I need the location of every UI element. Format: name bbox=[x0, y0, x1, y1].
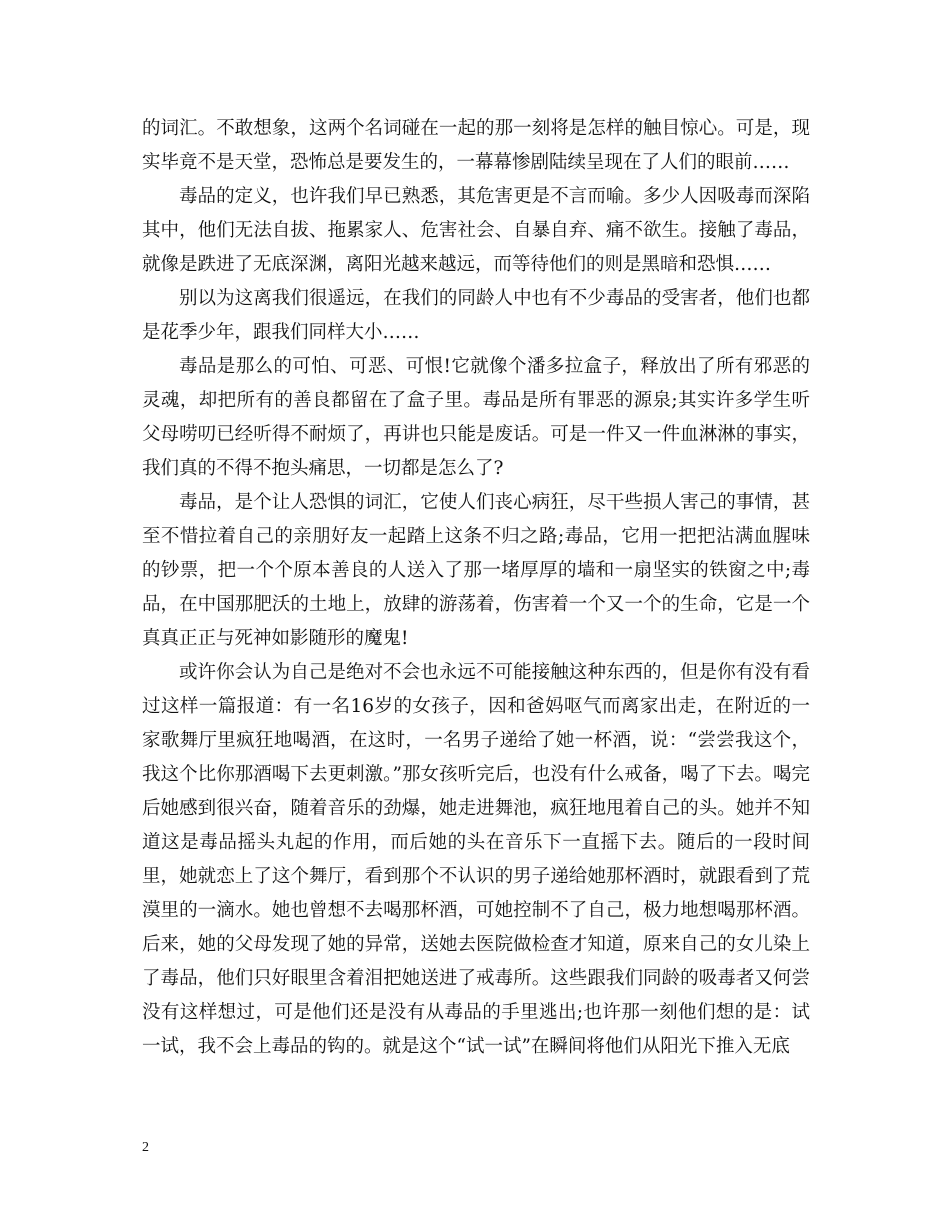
paragraph-peer-victims: 别以为这离我们很遥远，在我们的同龄人中也有不少毒品的受害者，他们也都是花季少年，跟我们同样大小…… bbox=[142, 288, 810, 343]
paragraph-pandora-box: 毒品是那么的可怕、可恶、可恨!它就像个潘多拉盒子，释放出了所有邪恶的灵魂，却把所有的善良都留在了盒子里。毒品是所有罪恶的源泉;其实许多学生听父母唠叨已经听得不耐烦了，再讲也只能是废话。可是一件又一件血淋淋的事实，我们真的不得不抱头痛思，一切都是怎么了? bbox=[142, 356, 810, 479]
paragraph-continuation: 的词汇。不敢想象，这两个名词碰在一起的那一刻将是怎样的触目惊心。可是，现实毕竟不是天堂，恐怖总是要发生的，一幕幕惨剧陆续呈现在了人们的眼前…… bbox=[142, 118, 810, 173]
body-text bbox=[142, 112, 810, 1064]
page-number: 2 bbox=[142, 1140, 149, 1155]
paragraph-girl-story: 或许你会认为自己是绝对不会也永远不可能接触这种东西的，但是你有没有看过这样一篇报道：有一名16岁的女孩子，因和爸妈呕气而离家出走，在附近的一家歌舞厅里疯狂地喝酒，在这时，一名男子递给了她一杯酒，说：“尝尝我这个，我这个比你那酒喝下去更刺激。”那女孩听完后，也没有什么戒备，喝了下去。喝完后她感到很兴奋，随着音乐的劲爆，她走进舞池，疯狂地甩着自己的头。她并不知道这是毒品摇头丸起的作用，而后她的头在音乐下一直摇下去。随后的一段时间里，她就恋上了这个舞厅，看到那个不认识的男子递给她那杯酒时，就跟看到了荒漠里的一滴水。她也曾想不去喝那杯酒，可她控制不了自己，极力地想喝那杯酒。后来，她的父母发现了她的异常，送她去医院做检查才知道，原来自己的女儿染上了毒品，他们只好眼里含着泪把她送进了戒毒所。这些跟我们同龄的吸毒者又何尝没有这样想过，可是他们还是没有从毒品的手里逃出;也许那一刻他们想的是：试一试，我不会上毒品的钩的。就是这个“试一试”在瞬间将他们从阳光下推入无底 bbox=[142, 662, 810, 1057]
paragraph-drug-definition: 毒品的定义，也许我们早已熟悉，其危害更是不言而喻。多少人因吸毒而深陷其中，他们无法自拔、拖累家人、危害社会、自暴自弃、痛不欲生。接触了毒品，就像是跌进了无底深渊，离阳光越来越远，而等待他们的则是黑暗和恐惧…… bbox=[142, 186, 810, 275]
paragraph-devil: 毒品，是个让人恐惧的词汇，它使人们丧心病狂，尽干些损人害己的事情，甚至不惜拉着自己的亲朋好友一起踏上这条不归之路;毒品，它用一把把沾满血腥味的钞票，把一个个原本善良的人送入了那一堵厚厚的墙和一扇坚实的铁窗之中;毒品，在中国那肥沃的土地上，放肆的游荡着，伤害着一个又一个的生命，它是一个真真正正与死神如影随形的魔鬼! bbox=[142, 492, 810, 649]
